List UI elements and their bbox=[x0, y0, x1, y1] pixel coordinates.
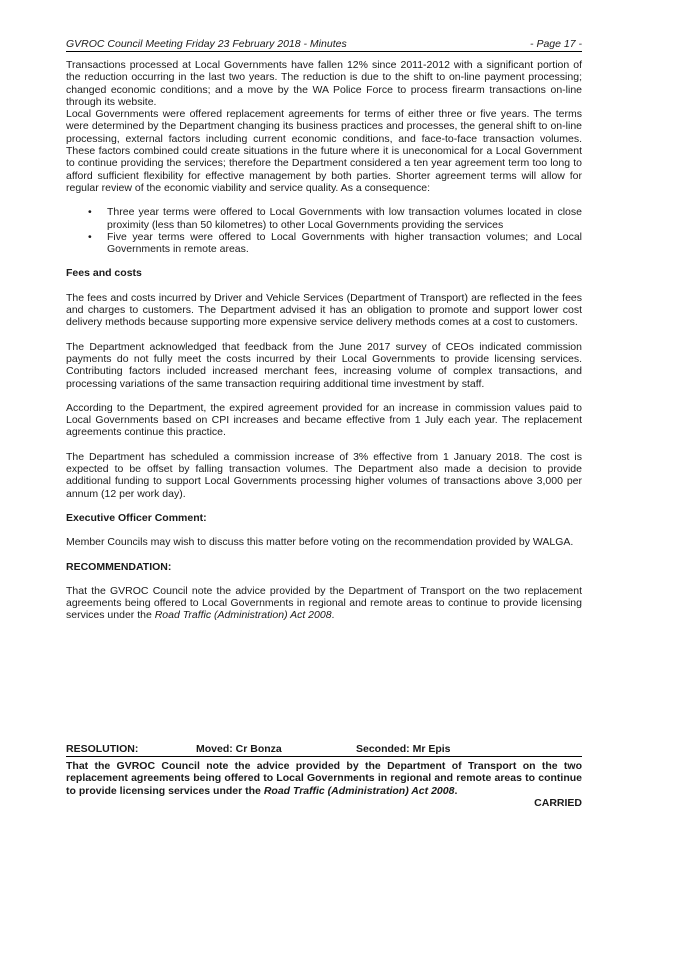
paragraph-fees: The fees and costs incurred by Driver and Vehicle Services (Department of Transport) are reflected in the fees and charges to customers. The Department advised it has an obligation to promote and support lower cost delivery methods because supporting more expensive service delivery methods comes at a cost to customers. bbox=[66, 291, 582, 329]
moved-by: Moved: Cr Bonza bbox=[196, 743, 282, 755]
resolution-text bbox=[66, 760, 582, 797]
list-item: • Five year terms were offered to Local Governments with higher transaction volumes; and Local Governments in remote areas. bbox=[107, 231, 582, 256]
page-number: - Page 17 - bbox=[530, 38, 582, 50]
paragraph-cpi: According to the Department, the expired agreement provided for an increase in commission values paid to Local Governments based on CPI increases and became effective from 1 July each year. The replacement agreements continue this practice. bbox=[66, 401, 582, 439]
resolution-label: RESOLUTION: bbox=[66, 743, 139, 755]
paragraph-commission: The Department has scheduled a commission increase of 3% effective from 1 January 2018. The cost is expected to be offset by falling transaction volumes. The Department also made a decision to provide additional funding to support Local Governments processing higher volumes of transactions above 3,000 per annum (12 per work day). bbox=[66, 450, 582, 500]
fees-heading: Fees and costs bbox=[66, 267, 142, 280]
resolution-block bbox=[66, 743, 582, 809]
recommendation-text: That the GVROC Council note the advice provided by the Department of Transport on the two replacement agreements being offered to Local Governments in regional and remote areas to continue to provide licensing services under the bbox=[66, 584, 582, 622]
resolution-body: That the GVROC Council note the advice provided by the Department of Transport on the two replacement agreements being offered to Local Governments in regional and remote areas to continue to provide licensing services under the bbox=[66, 760, 582, 797]
list-item: • Three year terms were offered to Local Governments with low transaction volumes located in close proximity (less than 50 kilometres) to other Local Governments providing the services bbox=[107, 206, 582, 231]
resolution-act: Road Traffic (Administration) Act 2008 bbox=[263, 784, 455, 797]
paragraph-recommendation bbox=[66, 585, 582, 622]
document-body bbox=[66, 59, 582, 622]
seconded-by: Seconded: Mr Epis bbox=[356, 743, 451, 755]
paragraph-feedback: The Department acknowledged that feedback from the June 2017 survey of CEOs indicated commission payments do not fully meet the costs incurred by their Local Governments to provide licensing services. Contributing factors included increased merchant fees, increasing volume of complex transactions, and processing variations of the same transaction requiring additional time investment by staff. bbox=[66, 340, 582, 390]
paragraph-transactions: Transactions processed at Local Governments have fallen 12% since 2011-2012 with a significant portion of the reduction occurring in the last two years. The reduction is due to the shift to on-line payment processing; changed economic conditions; and a move by the WA Police Force to process firearm transactions on-line through its website. bbox=[66, 59, 582, 108]
resolution-header bbox=[66, 743, 582, 757]
recommendation-act: Road Traffic (Administration) Act 2008 bbox=[154, 609, 332, 622]
eo-comment-heading: Executive Officer Comment: bbox=[66, 511, 207, 524]
page-header bbox=[66, 38, 582, 52]
terms-list bbox=[66, 206, 582, 255]
header-title: GVROC Council Meeting Friday 23 February 2018 - Minutes bbox=[66, 38, 347, 50]
resolution-end: . bbox=[454, 784, 458, 797]
paragraph-eo-comment: Member Councils may wish to discuss this matter before voting on the recommendation provided by WALGA. bbox=[66, 536, 574, 549]
paragraph-replacement-agreements: Local Governments were offered replacement agreements for terms of either three or five years. The terms were determined by the Department changing its business practices and processes, the general shift to on-line processing, external factors including current economic conditions, and face-to-face transaction volumes. These factors combined could create situations in the future where it is uneconomical for a Local Government to continue providing the services; therefore the Department considered a ten year agreement term too long to afford sufficient flexibility for effective management by both parties. Shorter agreement terms will allow for regular review of the economic viability and service quality. As a consequence: bbox=[66, 108, 582, 194]
carried-status: CARRIED bbox=[534, 796, 582, 809]
recommendation-end: . bbox=[331, 609, 335, 622]
recommendation-heading: RECOMMENDATION: bbox=[66, 560, 172, 573]
